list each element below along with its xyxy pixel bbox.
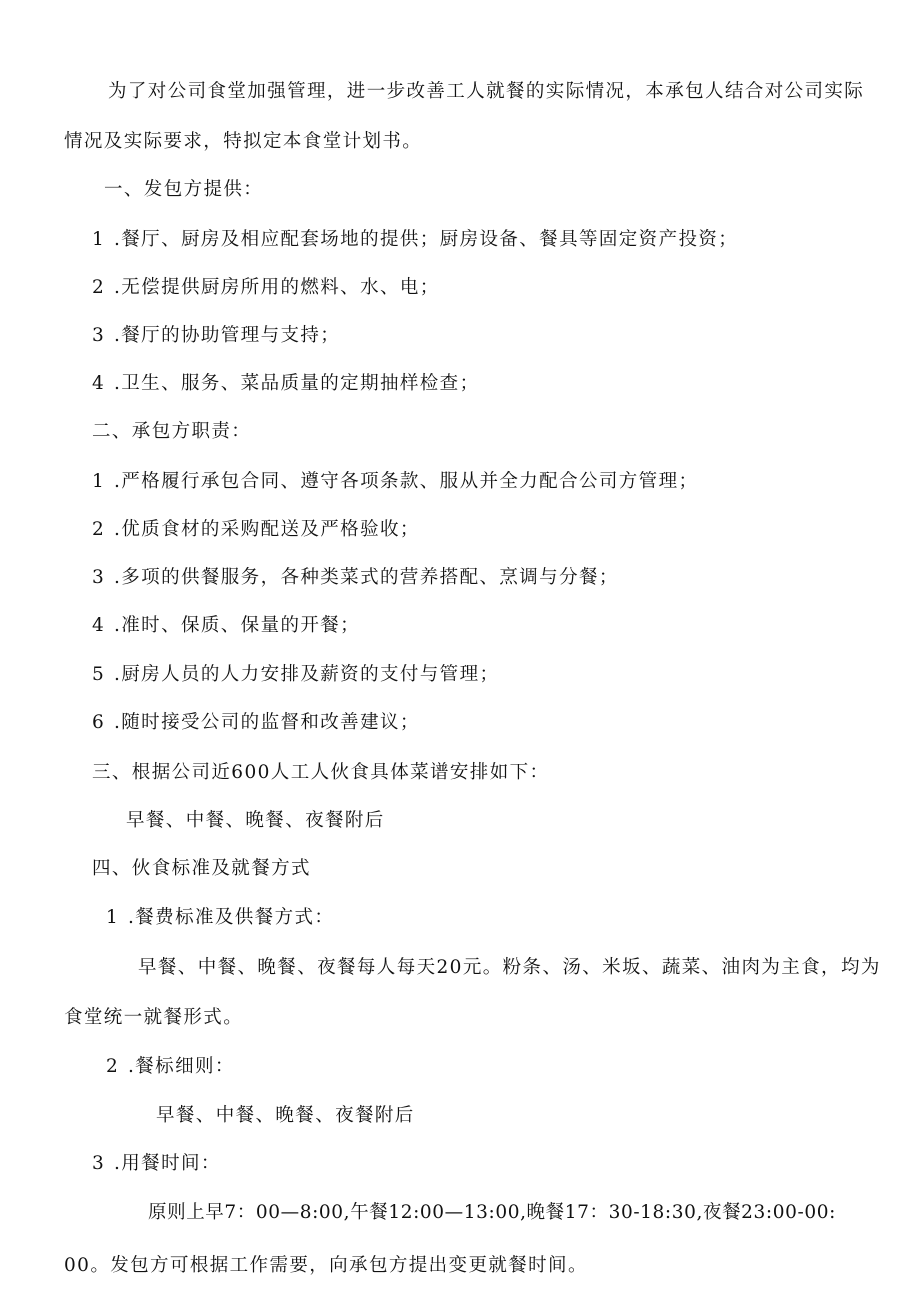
item-text: .餐标细则：: [128, 1056, 235, 1077]
item-number: 1: [92, 471, 106, 492]
item-text: .用餐时间：: [114, 1153, 221, 1174]
section-2-item-2: [92, 518, 420, 542]
item-text: .多项的供餐服务，各种类菜式的营养搭配、烹调与分餐；: [114, 567, 619, 588]
section-2-item-1: [92, 470, 698, 494]
section-1-item-3: [92, 324, 340, 348]
section-4-sub-1-line-1: 早餐、中餐、晚餐、夜餐每人每天20元。粉条、汤、米坂、蔬菜、油肉为主食，均为: [138, 957, 881, 978]
item-text: .优质食材的采购配送及严格验收；: [114, 519, 420, 540]
item-text: .严格履行承包合同、遵守各项条款、服从并全力配合公司方管理；: [114, 471, 699, 492]
section-1-item-1: [92, 228, 738, 252]
item-number: 1: [106, 907, 120, 928]
item-text: .餐费标准及供餐方式：: [128, 907, 335, 928]
section-2-item-6: [92, 711, 420, 735]
item-number: 3: [92, 567, 106, 588]
item-text: .餐厅、厨房及相应配套场地的提供；厨房设备、餐具等固定资产投资；: [114, 229, 739, 250]
item-number: 3: [92, 325, 106, 346]
section-2-item-4: [92, 614, 360, 638]
item-text: .卫生、服务、菜品质量的定期抽样检查；: [114, 373, 480, 394]
section-3-heading: 三、根据公司近600人工人伙食具体菜谱安排如下：: [92, 762, 550, 783]
section-4-sub-1-line-2: 食堂统一就餐形式。: [64, 1007, 244, 1028]
intro-line-2: 情况及实际要求，特拟定本食堂计划书。: [64, 131, 423, 152]
item-number: 4: [92, 615, 106, 636]
intro-line-1: 为了对公司食堂加强管理，进一步改善工人就餐的实际情况，本承包人结合对公司实际: [108, 81, 865, 102]
item-number: 3: [92, 1153, 106, 1174]
section-3-meals: 早餐、中餐、晚餐、夜餐附后: [126, 810, 385, 831]
item-text: .厨房人员的人力安排及薪资的支付与管理；: [114, 664, 500, 685]
section-2-item-5: [92, 663, 499, 687]
item-text: .随时接受公司的监督和改善建议；: [114, 712, 420, 733]
item-text: .无偿提供厨房所用的燃料、水、电；: [114, 277, 440, 298]
item-number: 1: [92, 229, 106, 250]
section-4-sub-2-meals: 早餐、中餐、晚餐、夜餐附后: [156, 1105, 415, 1126]
item-number: 4: [92, 373, 106, 394]
item-number: 2: [92, 519, 106, 540]
section-4-heading: 四、伙食标准及就餐方式: [92, 858, 311, 879]
section-2-heading: 二、承包方职责：: [92, 421, 252, 442]
section-1-item-2: [92, 276, 440, 300]
section-1-item-4: [92, 372, 479, 396]
item-number: 2: [106, 1056, 120, 1077]
item-number: 5: [92, 664, 106, 685]
section-4-sub-3-title: [92, 1152, 221, 1176]
section-4-sub-3-line-2: 00。发包方可根据工作需要，向承包方提出变更就餐时间。: [64, 1255, 588, 1276]
item-text: .准时、保质、保量的开餐；: [114, 615, 361, 636]
section-4-sub-1-title: [106, 906, 334, 930]
section-2-item-3: [92, 566, 619, 590]
item-number: 2: [92, 277, 106, 298]
section-4-sub-2-title: [106, 1055, 235, 1079]
section-4-sub-3-line-1: 原则上早7：00—8:00,午餐12:00—13:00,晚餐17：30-18:30,夜餐23:00-00:: [148, 1202, 836, 1223]
item-number: 6: [92, 712, 106, 733]
item-text: .餐厅的协助管理与支持；: [114, 325, 341, 346]
section-1-heading: 一、发包方提供：: [104, 179, 264, 200]
